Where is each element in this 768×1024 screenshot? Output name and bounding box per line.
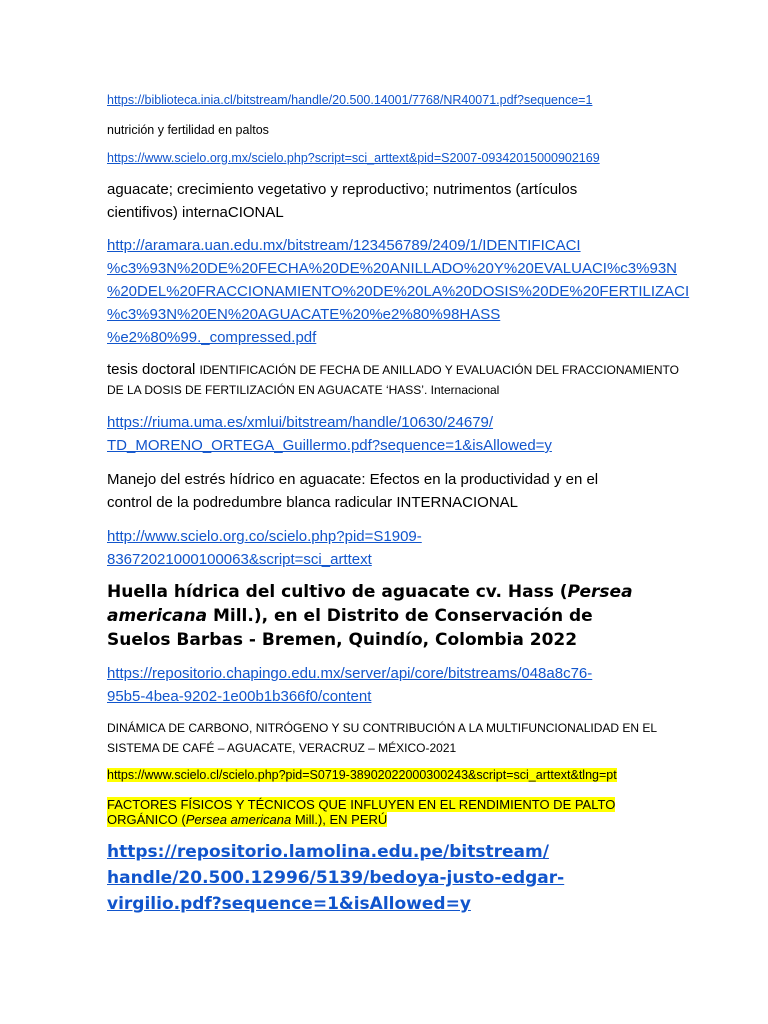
link-inia[interactable]: https://biblioteca.inia.cl/bitstream/handle/20.500.14001/7768/NR40071.pdf?sequence=1: [107, 93, 593, 107]
note-dinamica-carbono: DINÁMICA DE CARBONO, NITRÓGENO Y SU CONTRIBUCIÓN A LA MULTIFUNCIONALIDAD EN EL SISTEMA DE CAFÉ – AGUACATE, VERACRUZ – MÉXICO-2021: [107, 721, 658, 755]
highlighted-link-scielo-cl[interactable]: https://www.scielo.cl/scielo.php?pid=S0719-38902022000300243&script=sci_arttext&tlng=pt: [107, 768, 617, 782]
heading-huella-hidrica: Huella hídrica del cultivo de aguacate cv. Hass (Persea americana Mill.), en el Distrito de Conservación de Suelos Barbas - Bremen, Quindío, Colombia 2022: [107, 582, 633, 650]
note-nutricion: nutrición y fertilidad en paltos: [107, 123, 269, 137]
note-tesis-doctoral: tesis doctoral IDENTIFICACIÓN DE FECHA DE ANILLADO Y EVALUACIÓN DEL FRACCIONAMIENTO DE LA DOSIS DE FERTILIZACIÓN EN AGUACATE ‘HASS’. Internacional: [107, 361, 679, 397]
link-chapingo[interactable]: https://repositorio.chapingo.edu.mx/server/api/core/bitstreams/048a8c76- 95b5-4bea-9202-1e00b1b366f0/content: [107, 665, 593, 705]
link-lamolina[interactable]: https://repositorio.lamolina.edu.pe/bitstream/ handle/20.500.12996/5139/bedoya-justo-edgar- virgilio.pdf?sequence=1&isAllowed=y: [107, 842, 565, 914]
note-estres-hidrico: Manejo del estrés hídrico en aguacate: Efectos en la productividad y en el control de la podredumbre blanca radicular INTERNACIONAL: [107, 471, 599, 511]
link-riuma[interactable]: https://riuma.uma.es/xmlui/bitstream/handle/10630/24679/ TD_MORENO_ORTEGA_Guillermo.pdf?sequence=1&isAllowed=y: [107, 414, 552, 454]
link-scielo-co[interactable]: http://www.scielo.org.co/scielo.php?pid=S1909- 83672021000100063&script=sci_arttext: [107, 528, 422, 568]
highlighted-title-factores: FACTORES FÍSICOS Y TÉCNICOS QUE INFLUYEN EN EL RENDIMIENTO DE PALTO ORGÁNICO (Persea americana Mill.), EN PERÚ: [107, 797, 616, 827]
link-aramara[interactable]: http://aramara.uan.edu.mx/bitstream/123456789/2409/1/IDENTIFICACI %c3%93N%20DE%20FECHA%20DE%20ANILLADO%20Y%20EVALUACI%c3%93N %20DEL%20FRACCIONAMIENTO%20DE%20LA%20DOSIS%20DE%20FERTILIZACI %c3%93N%20EN%20AGUACATE%20%e2%80%98HASS %e2%80%99._compressed.pdf: [107, 237, 690, 346]
link-scielo-mx[interactable]: https://www.scielo.org.mx/scielo.php?script=sci_arttext&pid=S2007-09342015000902169: [107, 151, 600, 165]
note-aguacate: aguacate; crecimiento vegetativo y reproductivo; nutrimentos (artículos cientifivos) internaCIONAL: [107, 181, 578, 221]
